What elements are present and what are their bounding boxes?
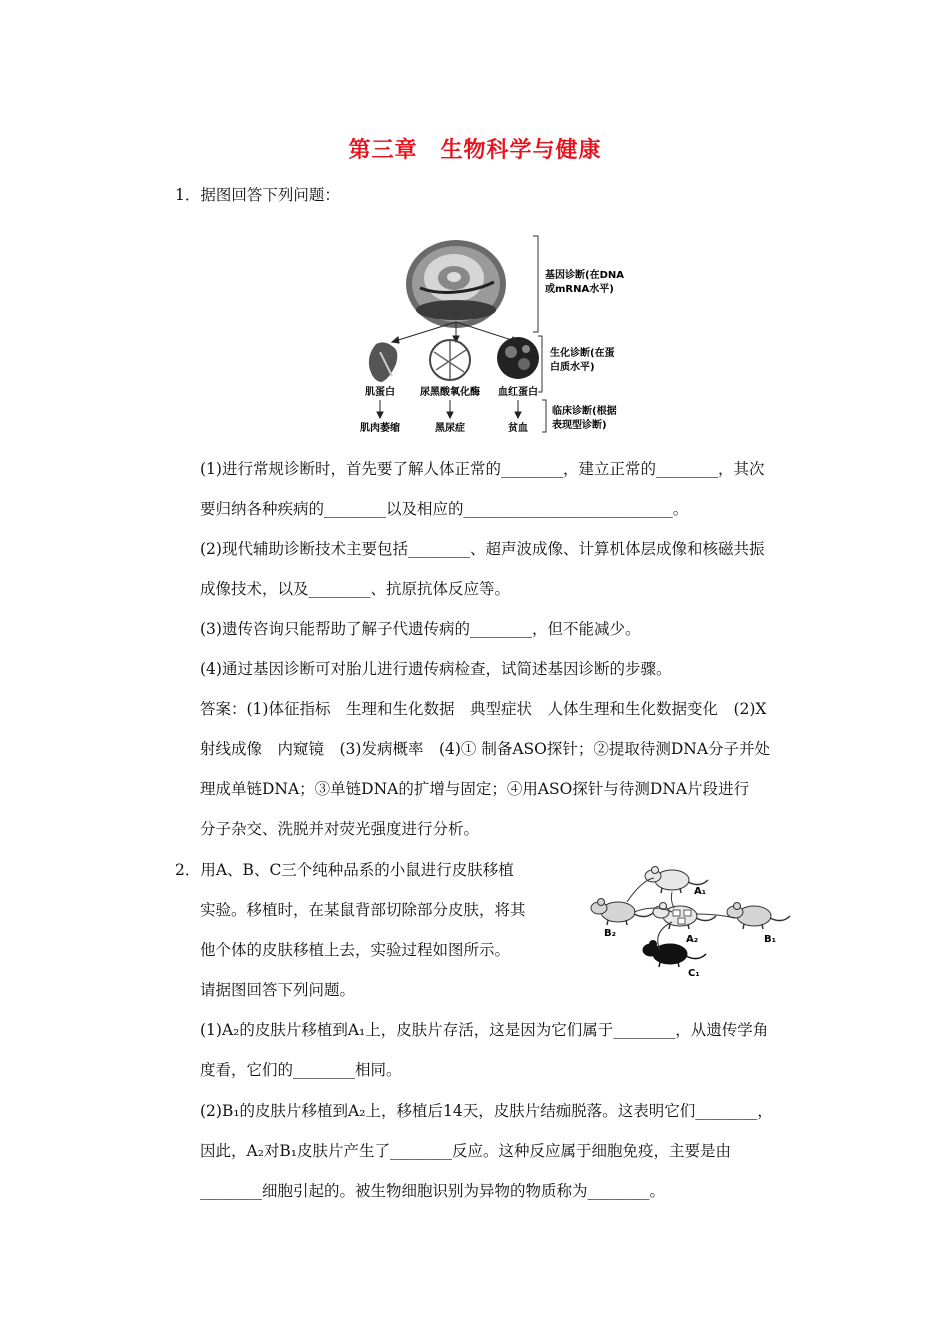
protein-label-3: 血红蛋白 xyxy=(498,387,538,398)
q2-line-8: 因此，A₂对B₁皮肤片产生了________反应。这种反应属于细胞免疫，主要是由 xyxy=(200,1142,732,1160)
q2-line-9: ________细胞引起的。被生物细胞识别为异物的物质称为________。 xyxy=(200,1182,666,1200)
label-a1: A₁ xyxy=(694,886,707,897)
q1-answer-line-4: 分子杂交、洗脱并对荧光强度进行分析。 xyxy=(200,820,480,838)
mouse-b2 xyxy=(591,899,654,926)
label-c1: C₁ xyxy=(688,968,700,979)
q2-line-3: 他个体的皮肤移植上去，实验过程如图所示。 xyxy=(200,941,511,959)
q1-line-2: 要归纳各种疾病的________以及相应的___________________________。 xyxy=(200,500,689,518)
biochem-diagnosis-label-2: 白质水平) xyxy=(550,362,595,373)
q2-line-6: 度看，它们的________相同。 xyxy=(200,1061,402,1079)
label-a2: A₂ xyxy=(686,934,699,945)
page-title: 第三章 生物科学与健康 xyxy=(348,138,602,163)
q1-line-5: (3)遗传咨询只能帮助了解子代遗传病的________，但不能减少。 xyxy=(200,620,641,638)
q1-line-4: 成像技术，以及________、抗原抗体反应等。 xyxy=(200,580,511,598)
level-brackets xyxy=(533,236,546,432)
q1-answer-line-2: 射线成像 内窥镜 (3)发病概率 (4)① 制备ASO探针；②提取待测DNA分子并处 xyxy=(200,740,771,758)
q1-line-6: (4)通过基因诊断可对胎儿进行遗传病检查，试简述基因诊断的步骤。 xyxy=(200,660,672,678)
q2-line-1: 2．用A、B、C三个纯种品系的小鼠进行皮肤移植 xyxy=(175,861,514,879)
mouse-b1 xyxy=(727,903,790,930)
protein-label-1: 肌蛋白 xyxy=(365,387,395,398)
q2-line-2: 实验。移植时，在某鼠背部切除部分皮肤，将其 xyxy=(200,901,526,919)
q1-answer-line-3: 理成单链DNA；③单链DNA的扩增与固定；④用ASO探针与待测DNA片段进行 xyxy=(200,780,750,798)
protein-images xyxy=(369,337,539,382)
protein-label-2: 尿黑酸氧化酶 xyxy=(420,387,480,398)
clinical-diagnosis-label: 临床诊断(根据 xyxy=(552,406,617,417)
disease-label-1: 肌肉萎缩 xyxy=(360,423,400,434)
q2-line-5: (1)A₂的皮肤片移植到A₁上，皮肤片存活，这是因为它们属于________，从遗传学角 xyxy=(200,1021,769,1039)
disease-arrows xyxy=(377,400,521,418)
q1-line-3: (2)现代辅助诊断技术主要包括________、超声波成像、计算机体层成像和核磁共振 xyxy=(200,540,765,558)
biochem-diagnosis-label: 生化诊断(在蛋 xyxy=(550,348,615,359)
q2-line-7: (2)B₁的皮肤片移植到A₂上，移植后14天，皮肤片结痂脱落。这表明它们________， xyxy=(200,1102,773,1120)
gene-diagnosis-label: 基因诊断(在DNA xyxy=(545,270,624,281)
gene-diagnosis-label-2: 或mRNA水平) xyxy=(545,284,614,295)
cell-image xyxy=(406,240,506,328)
q1-answer-line-1: 答案：(1)体征指标 生理和生化数据 典型症状 人体生理和生化数据变化 (2)X xyxy=(200,700,767,718)
diagnosis-figure xyxy=(356,232,646,440)
clinical-diagnosis-label-2: 表现型诊断) xyxy=(552,420,607,431)
label-b1: B₁ xyxy=(764,934,777,945)
question-1-stem: 1．据图回答下列问题： xyxy=(175,186,340,204)
label-b2: B₂ xyxy=(604,928,617,939)
skin-graft-figure xyxy=(572,862,812,980)
q1-line-1: (1)进行常规诊断时，首先要了解人体正常的________，建立正常的________，其次 xyxy=(200,460,765,478)
q2-line-4: 请据图回答下列问题。 xyxy=(200,981,356,999)
disease-label-3: 贫血 xyxy=(508,423,528,434)
disease-label-2: 黑尿症 xyxy=(435,423,465,434)
